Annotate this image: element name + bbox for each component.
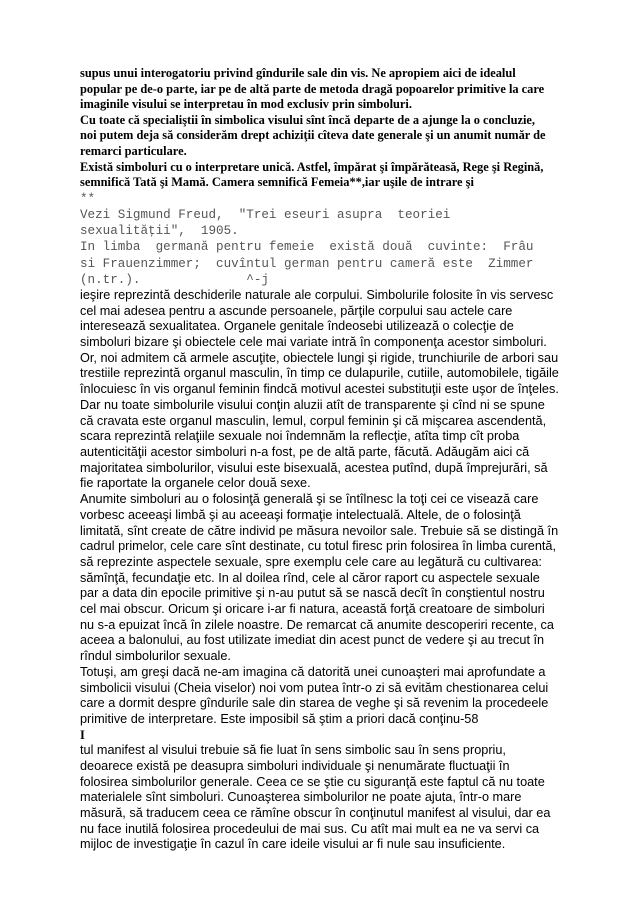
text-line: aceea a balonului, au fost utilizate imediat din acest punct de vedere şi au trecut în	[80, 633, 545, 648]
text-line: materialele sînt simboluri. Cunoaşterea simbolurilor ne poate ajuta, într-o mare	[80, 790, 522, 805]
text-line: cel mai obscur. Oricum şi oricare i-ar fi natura, această forţă creatoare de simboluri	[80, 602, 545, 617]
text-line: vorbesc aceeaşi limbă şi au aceeaşi formaţie intelectuală. Altele, de o folosinţă	[80, 507, 521, 522]
text-line: sămînţă, fecundaţie etc. In al doilea rînd, cele al căror raport cu aspectele sexuale	[80, 570, 540, 585]
text-line: fie raportate la organele celor două sexe.	[80, 476, 311, 491]
text-line: Anumite simboluri au o folosinţă generală şi se întîlnesc la toţi cei ce visează care	[80, 492, 539, 507]
text-line: trestiile reprezintă organul masculin, în timp ce dulapurile, cutiile, automobilele, tigăile	[80, 366, 559, 381]
text-line: care a dormit despre gîndurile sale din starea de veghe şi să revenim la procedeele	[80, 696, 549, 711]
text-line: imaginile visului se interpretau în mod exclusiv prin simboluri.	[80, 97, 412, 112]
text-line: Vezi Sigmund Freud, "Trei eseuri asupra teoriei	[80, 207, 451, 222]
text-line: măsură, să traducem ceea ce rămîne obscur în conţinutul manifest al visului, dar ea	[80, 806, 551, 821]
text-line: mijloc de investigaţie în cazul în care ideile visului ar fi nule sau insuficiente.	[80, 837, 506, 852]
text-line: limitată, sînt create de către individ pe măsura nevoilor sale. Trebuie să se distingă în	[80, 523, 559, 538]
text-line: tul manifest al visului trebuie să fie luat în sens simbolic sau în sens propriu,	[80, 743, 506, 758]
text-line: remarci particulare.	[80, 143, 187, 158]
text-line: deoarece există pe deasupra simboluri individuale şi nenumărate fluctuaţii în	[80, 758, 510, 773]
body-paragraph-symbols	[80, 288, 580, 728]
text-line: cadrul primelor, cele care sînt destinate, cu totul firesc prin folosirea în limba curentă,	[80, 539, 557, 554]
text-line: ieşire reprezintă deschiderile naturale ale corpului. Simbolurile folosite în vis servesc	[80, 287, 554, 302]
text-line: si Frauenzimmer; cuvîntul german pentru cameră este Zimmer	[80, 256, 534, 271]
text-line: (n.tr.). ^-j	[80, 272, 269, 287]
bold-paragraph-intro	[80, 66, 580, 191]
text-line: primitive de interpretare. Este imposibil să ştim a priori dacă conţinu-58	[80, 711, 479, 726]
text-line: scara reprezintă relaţiile sexuale noi îndemnăm la reflecţie, atîta timp cît proba	[80, 429, 520, 444]
text-line: nu s-a epuizat încă în zilele noastre. De remarcat că anumite descoperiri recente, ca	[80, 617, 554, 632]
body-paragraph-continuation	[80, 743, 580, 853]
text-line: Există simboluri cu o interpretare unică. Astfel, împărat şi împărăteasă, Rege şi Regină,	[80, 159, 544, 174]
text-line: nu face inutilă folosirea procedeului de mai sus. Cu atît mai mult ea ne va servi ca	[80, 821, 540, 836]
text-line: simbolicii visului (Cheia viselor) noi vom putea într-o zi să evităm chestionarea celui	[80, 680, 549, 695]
text-line: **	[80, 191, 96, 206]
text-line: popular pe de-o parte, iar pe de altă parte de metoda dragă popoarelor primitive la care	[80, 81, 545, 96]
text-line: să reprezinte aspectele sexuale, spre exemplu cele care au legătură cu cultivarea:	[80, 554, 542, 569]
text-line: semnifică Tată şi Mamă. Camera semnifică Femeia**,iar uşile de intrare şi	[80, 175, 474, 190]
text-line: sexualităţii", 1905.	[80, 224, 239, 239]
text-line: I	[80, 727, 85, 742]
text-line: In limba germană pentru femeie există două cuvinte: Frâu	[80, 240, 534, 255]
text-line: cel mai adesea pentru a ascunde persoanele, părţile corpului sau actele care	[80, 303, 513, 318]
text-line: par a data din epocile primitive şi n-au putut să se nască decît în conştientul nostru	[80, 586, 545, 601]
document-page	[80, 66, 580, 853]
text-line: Totuşi, am greşi dacă ne-am imagina că datorită unei cunoaşteri mai aprofundate a	[80, 664, 546, 679]
text-line: supus unui interogatoriu privind gîndurile sale din vis. Ne apropiem aici de idealul	[80, 66, 516, 80]
page-marker	[80, 728, 580, 744]
text-line: folosirea simbolurilor generale. Ceea ce se ştie cu siguranţă este faptul că nu toate	[80, 774, 545, 789]
text-line: rîndul simbolurilor sexuale.	[80, 649, 231, 664]
text-line: Dar nu toate simbolurile visului conţin aluzii atît de transparente şi cînd ni se spune	[80, 397, 545, 412]
text-line: înlocuiesc în vis organul feminin findcă motivul acestei substituţii este uşor de înţeles.	[80, 382, 559, 397]
footnote-block	[80, 191, 580, 288]
text-line: majoritatea simbolurilor, visului este bisexuală, acestea putînd, după împrejurări, să	[80, 460, 548, 475]
text-line: că cravata este organul masculin, lemul, corpul feminin şi că mişcarea ascendentă,	[80, 413, 547, 428]
text-line: Or, noi admitem că armele ascuţite, obiectele lungi şi rigide, trunchiurile de arbori sau	[80, 350, 559, 365]
text-line: Cu toate că specialiştii în simbolica visului sînt încă departe de a ajunge la o concluzie,	[80, 112, 536, 127]
text-line: simboluri bizare şi obiectele cele mai variate intră în componenţa acestor simboluri.	[80, 335, 547, 350]
text-line: autenticităţii acestor simboluri n-a fost, pe de altă parte, făcută. Adăugăm aici că	[80, 445, 530, 459]
text-line: interesează sexualitatea. Organele genitale îndeosebi utilizează o colecţie de	[80, 319, 514, 334]
text-line: noi putem deja să considerăm drept achiziţii cîteva date generale şi un anumit număr de	[80, 128, 546, 143]
